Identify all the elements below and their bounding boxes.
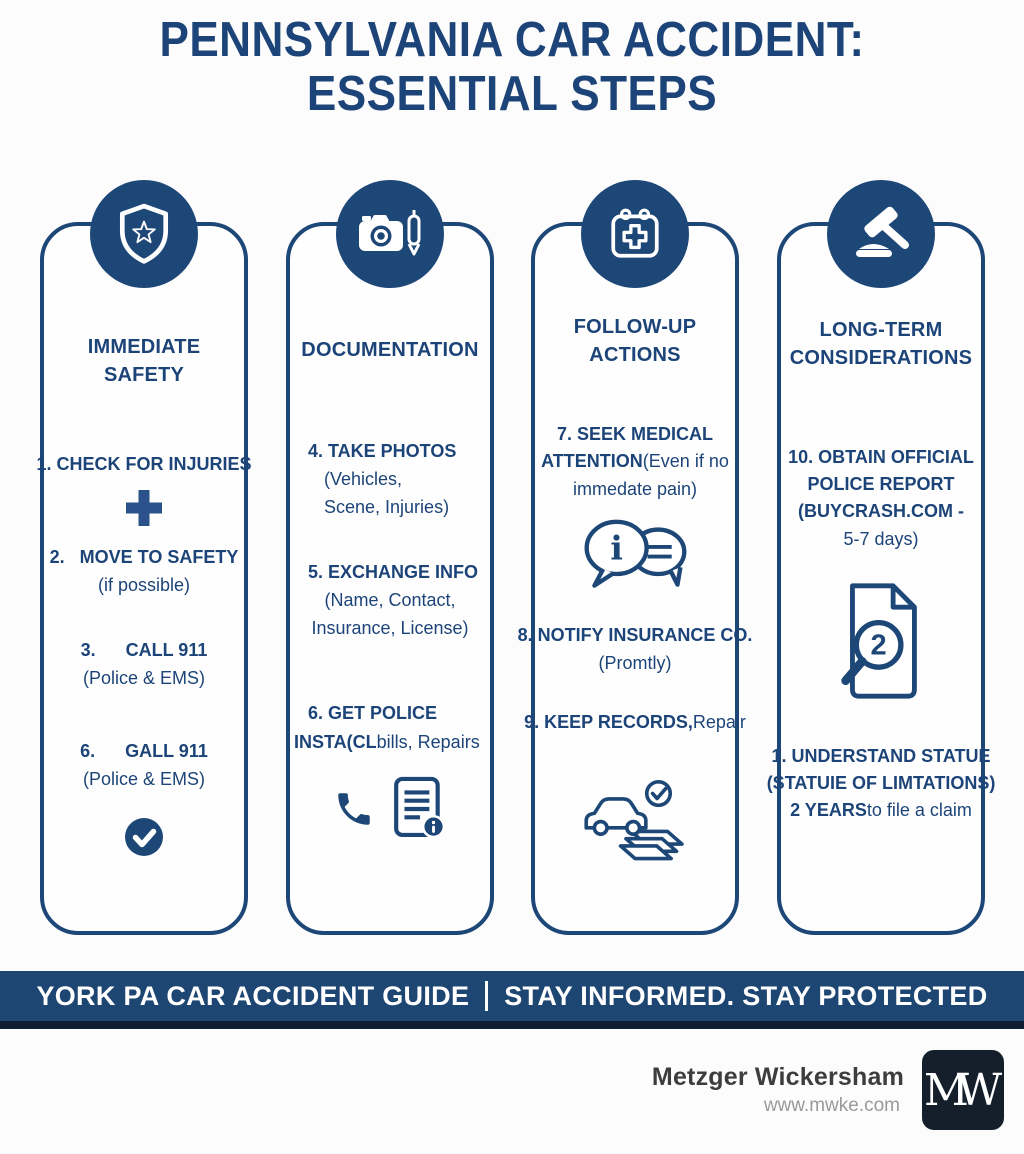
step-text: 7. SEEK MEDICAL [556,424,714,444]
gavel-icon [827,180,935,288]
car-check-icon [579,770,691,864]
step-seek-medical-l2 [535,448,735,475]
step-text: POLICE REPORT [807,474,955,494]
step-obtain-report-l2 [781,471,981,498]
step-text: 5. EXCHANGE INFO [308,562,479,582]
step-text: (STATUIE OF LIMTATIONS) [766,773,996,793]
step-text: 2 YEARS [790,800,867,820]
document-magnifier-icon [781,581,981,703]
step-text: Repair [692,712,746,732]
plus-icon [44,486,244,530]
calendar-cross-icon [606,205,664,263]
step-take-photos-sub2 [290,493,490,521]
step-call-911 [44,637,244,664]
plus-icon [122,486,166,530]
step-text: 4. TAKE PHOTOS [308,441,457,461]
banner-divider [485,981,488,1011]
phone-document-icons [290,774,490,844]
camera-pen-icon [357,208,423,260]
step-text: (Police & EMS) [82,668,206,688]
step-text: Insurance, License) [311,618,469,638]
gavel-icon [851,205,911,263]
card-immediate-safety [36,222,252,935]
phone-icon [333,788,375,830]
step-text: 3. CALL 911 [80,640,208,660]
step-move-to-safety-sub [44,571,244,599]
step-keep-records [524,709,746,736]
step-text: 10. OBTAIN OFFICIAL [788,447,974,467]
calendar-cross-icon [581,180,689,288]
chat-bubbles-icon [535,513,735,606]
step-understand-statue-l2 [766,770,996,797]
document-magnifier-icon [833,581,930,703]
step-text: (Even if no [642,451,729,471]
shield-star-icon [90,180,198,288]
column-heading-documentation: DOCUMENTATION [301,339,479,361]
step-gall-911 [44,738,244,765]
step-gall-911-sub [44,765,244,793]
banner-text-left: YORK PA CAR ACCIDENT GUIDE [36,980,470,1011]
step-exchange-info-sub1 [290,586,490,614]
document-info-icon [391,774,447,844]
step-text: 5-7 days) [843,529,919,549]
card-documentation [286,222,494,935]
card-long-term-considerations [766,222,996,935]
brand-block [652,1050,1004,1130]
step-exchange-info-sub2 [290,614,490,642]
step-text: (Vehicles, [324,469,403,489]
banner-shadow-strip [0,1021,1024,1029]
step-text: bills, Repairs [376,732,480,752]
website-url: www.mwke.com [763,1095,900,1116]
magnifier-number: 2 [870,629,887,662]
check-circle-icon [44,817,244,857]
page-title [0,14,1024,122]
step-take-photos-sub1 [290,465,490,493]
step-seek-medical-l1 [535,421,735,448]
step-obtain-report-l1 [781,444,981,471]
step-understand-statue-l3 [781,797,981,824]
step-text: 1. UNDERSTAND STATUE [771,746,991,766]
column-heading-follow-up: FOLLOW-UP ACTIONS [573,316,697,366]
step-text: 9. KEEP RECORDS, [524,712,693,732]
step-get-police [290,700,490,727]
step-obtain-report-l4 [781,525,981,553]
step-understand-statue-l1 [771,743,991,770]
card-follow-up-actions [517,222,753,935]
step-text: (Name, Contact, [324,590,456,610]
step-call-911-sub [44,664,244,692]
step-obtain-report-l3 [781,498,981,525]
step-text: (if possible) [97,575,191,595]
mw-logo [922,1050,1004,1130]
step-move-to-safety [44,544,244,571]
camera-pen-icon [336,180,444,288]
title-line-1: PENNSYLVANIA CAR ACCIDENT: [159,13,865,67]
car-check-icon [535,770,735,864]
company-name: Metzger Wickersham [651,1063,904,1091]
column-heading-long-term: LONG-TERM CONSIDERATIONS [789,319,973,369]
step-check-for-injuries [36,451,252,478]
column-heading-immediate-safety: IMMEDIATE SAFETY [87,336,201,386]
step-text: (Promtly) [598,653,672,673]
step-text: to file a claim [866,800,972,820]
chat-letter: i [610,528,623,568]
step-seek-medical-l3 [535,475,735,503]
chat-bubbles-icon [578,513,692,606]
shield-star-icon [115,203,173,265]
step-text: 2. MOVE TO SAFETY [49,547,239,567]
step-text: (BUYCRASH.COM - [798,501,964,521]
step-text: 1. CHECK FOR INJURIES [36,454,252,474]
bottom-banner [0,971,1024,1021]
step-text: ATTENTION [541,451,643,471]
step-text: 8. NOTIFY INSURANCE CO. [517,625,753,645]
step-text: Scene, Injuries) [324,497,450,517]
step-exchange-info [290,559,490,586]
step-text: 6. GALL 911 [80,741,208,761]
step-text: 6. GET POLICE [308,703,438,723]
step-text: immedate pain) [572,479,698,499]
step-get-police-line2 [290,729,490,756]
mw-monogram: MW [923,1064,991,1116]
step-notify-insurance [517,622,753,649]
step-text: INSTA(CL [294,732,377,752]
step-take-photos [290,438,490,465]
title-line-2: ESSENTIAL STEPS [306,66,718,121]
check-circle-icon [124,817,164,857]
step-notify-insurance-sub [535,649,735,677]
banner-text-right: STAY INFORMED. STAY PROTECTED [504,980,988,1011]
step-text: (Police & EMS) [82,769,206,789]
brand-text [652,1063,904,1117]
